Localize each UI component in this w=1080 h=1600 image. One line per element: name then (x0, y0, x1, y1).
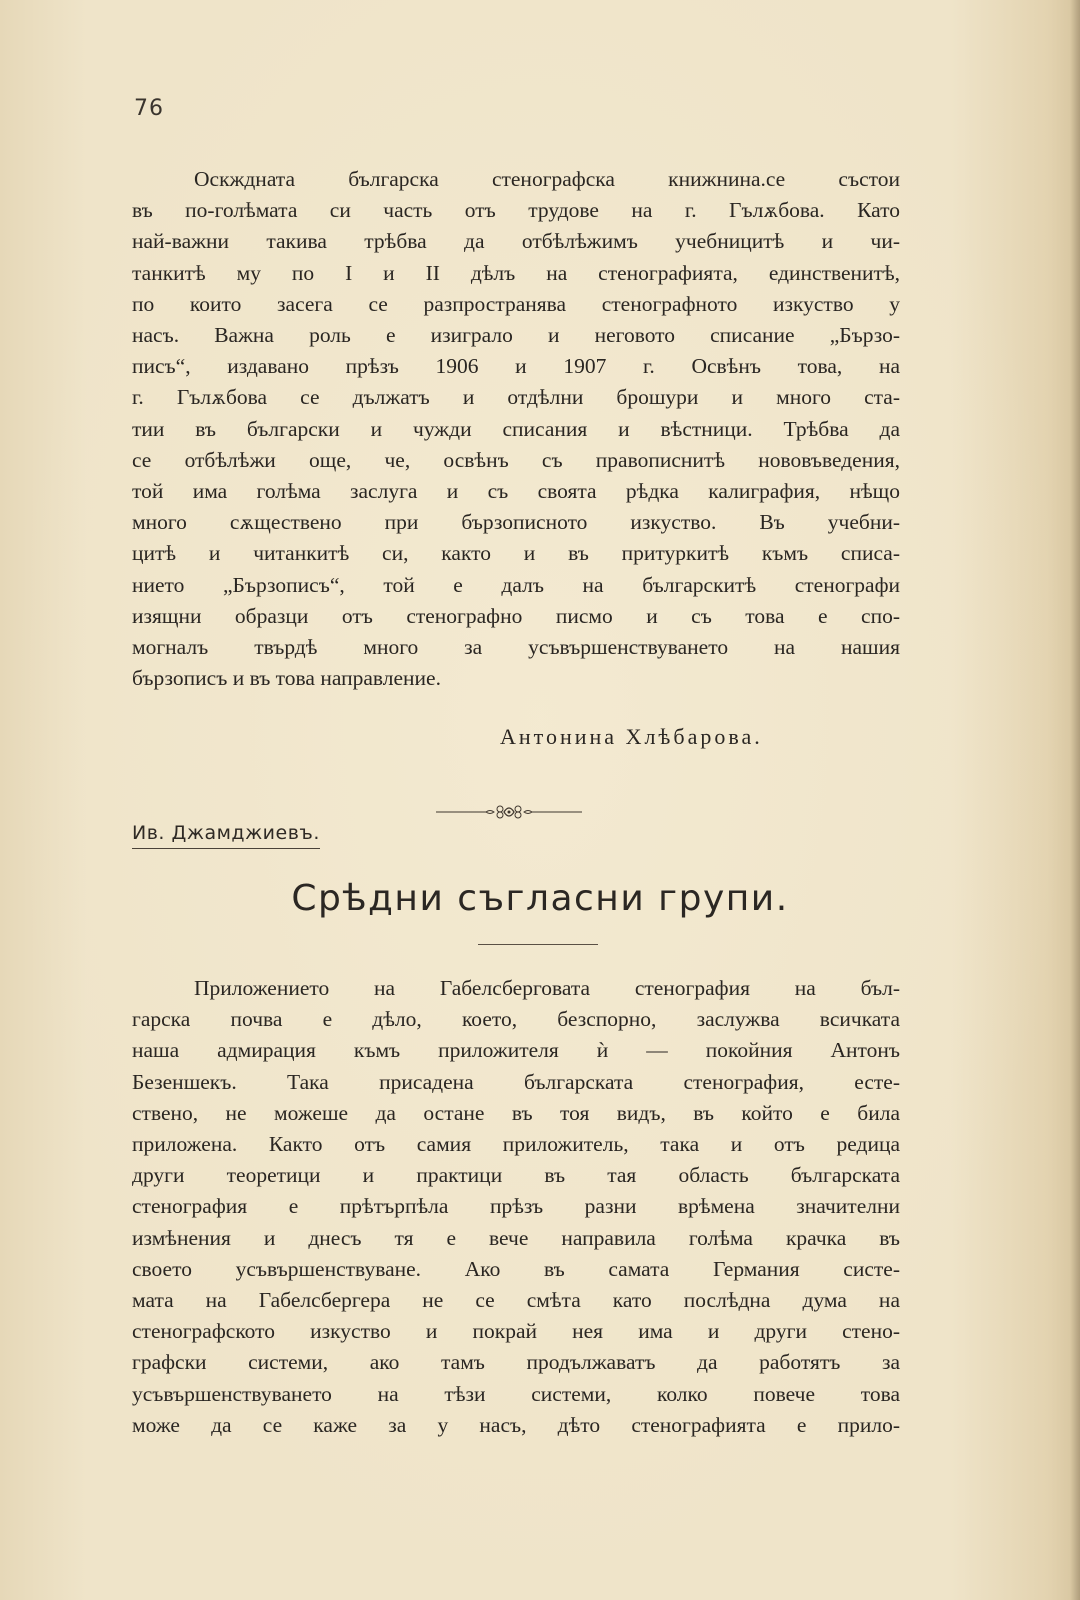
text-line: той има голѣма заслуга и съ своята рѣдка калиграфия, нѣщо (132, 479, 900, 504)
article-text (132, 973, 900, 1441)
text-line: измѣнения и днесъ тя е вече направила голѣма крачка въ (132, 1225, 900, 1250)
text-line: Оскждната българска стенографска книжнина.се състои (194, 167, 900, 191)
text-line: най-важни такива трѣбва да отбѣлѣжимъ учебницитѣ и чи- (132, 229, 900, 254)
text-line: много сѫществено при бързописното изкуство. Въ учебни- (132, 510, 900, 535)
page-number: 76 (134, 96, 164, 121)
text-line: ствено, не можеше да остане въ тоя видъ, въ който е била (132, 1100, 900, 1125)
text-line: мата на Габелсбергера не се смѣта като послѣдна дума на (132, 1288, 900, 1313)
text-line: стенография е прѣтърпѣла прѣзъ разни врѣмена значителни (132, 1194, 900, 1219)
text-line: графски системи, ако тамъ продължаватъ да работятъ за (132, 1350, 900, 1375)
text-line: приложена. Както отъ самия приложитель, така и отъ редица (132, 1132, 900, 1157)
text-line: цитѣ и читанкитѣ си, както и въ притуркитѣ къмъ списа- (132, 541, 900, 566)
fleuron-divider-icon (436, 800, 582, 824)
text-line: г. Гълѫбова се дължатъ и отдѣлни брошури и много ста- (132, 385, 900, 410)
previous-article-text (132, 164, 900, 694)
article-title: Срѣдни съгласни групи. (291, 878, 789, 919)
text-line: танкитѣ му по I и II дѣлъ на стенографията, единственитѣ, (132, 260, 900, 285)
article-author: Ив. Джамджиевъ. (132, 822, 320, 849)
text-line: писъ“, издавано прѣзъ 1906 и 1907 г. Освѣнъ това, на (132, 354, 900, 379)
text-line: по които засега се разпространява стенографното изкуство у (132, 291, 900, 316)
title-rule (478, 944, 598, 945)
text-line: въ по-голѣмата си часть отъ трудове на г. Гълѫбова. Като (132, 198, 900, 223)
text-line: наша адмирация къмъ приложителя ѝ — покойния Антонъ (132, 1038, 900, 1063)
text-line-last: бързописъ и въ това направление. (132, 666, 441, 691)
text-line: се отбѣлѣжи още, че, освѣнъ съ правописнитѣ нововъведения, (132, 447, 900, 472)
previous-article-paragraph (132, 164, 900, 694)
text-line: Безеншекъ. Така присадена българската стенография, есте- (132, 1069, 900, 1094)
text-line: други теоретици и практици въ тая область българската (132, 1163, 900, 1188)
text-line: своето усъвършенствуване. Ако въ самата Германия систе- (132, 1256, 900, 1281)
text-line: насъ. Важна роль е изиграло и неговото списание „Бързо- (132, 323, 900, 348)
text-line: стенографското изкуство и покрай нея има и други стено- (132, 1319, 900, 1344)
page-spine-shadow (1070, 0, 1080, 1600)
text-line: гарска почва е дѣло, което, безспорно, заслужва всичката (132, 1007, 900, 1032)
text-line: нието „Бързописъ“, той е далъ на българскитѣ стенографи (132, 572, 900, 597)
text-line: може да се каже за у насъ, дѣто стенографията е прило- (132, 1412, 900, 1437)
text-line: изящни образци отъ стенографно писмо и съ това е спо- (132, 603, 900, 628)
text-line: усъвършенствуването на тѣзи системи, колко повече това (132, 1381, 900, 1406)
text-line: Приложението на Габелсберговата стенография на бъл- (194, 976, 900, 1000)
article-paragraph (132, 973, 900, 1441)
text-line: могналъ твърдѣ много за усъвършенствуването на нашия (132, 635, 900, 660)
text-line: тии въ български и чужди списания и вѣстници. Трѣбва да (132, 416, 900, 441)
signature: Антонина Хлѣбарова. (500, 724, 763, 749)
